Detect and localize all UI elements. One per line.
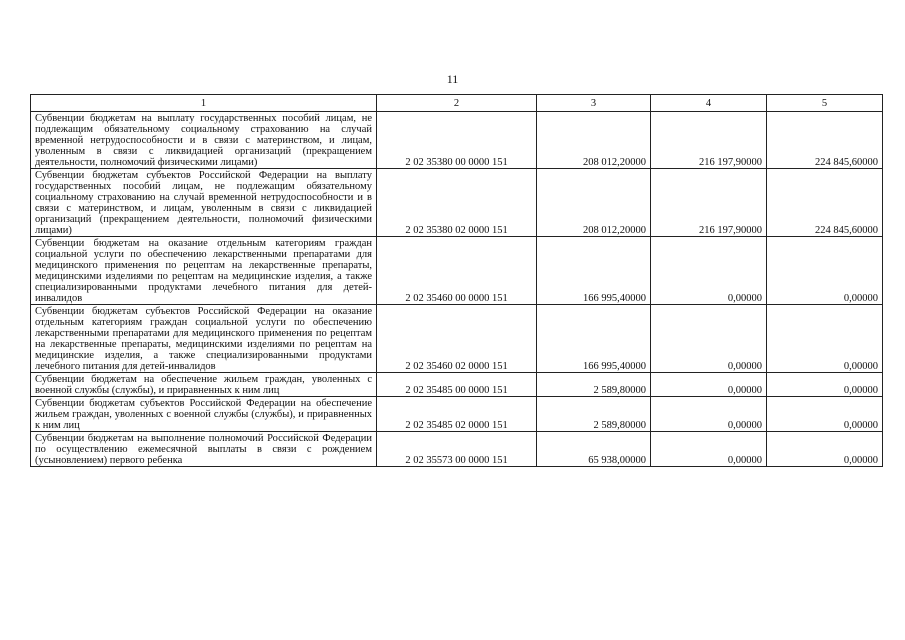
row-value-2: 0,00000: [651, 305, 767, 373]
row-code: 2 02 35460 00 0000 151: [377, 237, 537, 305]
row-value-2: 0,00000: [651, 237, 767, 305]
row-value-3: 0,00000: [767, 432, 883, 467]
row-description: Субвенции бюджетам субъектов Российской Федерации на обеспечение жильем граждан, уволенных с военной службы (службы), и приравненных к ним лиц: [31, 397, 377, 432]
header-cell-1: 1: [31, 95, 377, 112]
table-header: [31, 95, 883, 112]
header-cell-4: 4: [651, 95, 767, 112]
table-row: [31, 237, 883, 305]
row-value-1: 65 938,00000: [537, 432, 651, 467]
row-code: 2 02 35380 02 0000 151: [377, 169, 537, 237]
header-cell-5: 5: [767, 95, 883, 112]
table-row: [31, 373, 883, 397]
row-value-2: 0,00000: [651, 373, 767, 397]
row-value-2: 0,00000: [651, 432, 767, 467]
row-value-1: 2 589,80000: [537, 373, 651, 397]
row-value-3: 224 845,60000: [767, 169, 883, 237]
row-description: Субвенции бюджетам субъектов Российской Федерации на выплату государственных пособий лицам, не подлежащим обязательному социальному страхованию на случай временной нетрудоспособности и в связи с материнством, и лицам, уволенным в связи с ликвидацией организаций (прекращением деятельности, полномочий физическими лицами): [31, 169, 377, 237]
row-value-1: 166 995,40000: [537, 237, 651, 305]
table-row: [31, 112, 883, 169]
header-cell-3: 3: [537, 95, 651, 112]
row-value-3: 0,00000: [767, 305, 883, 373]
row-value-2: 0,00000: [651, 397, 767, 432]
row-description: Субвенции бюджетам на выплату государственных пособий лицам, не подлежащим обязательному социальному страхованию на случай временной нетрудоспособности и в связи с материнством, и лицам, уволенным в связи с ликвидацией организаций (прекращением деятельности, полномочий физическими лицами): [31, 112, 377, 169]
row-value-3: 0,00000: [767, 237, 883, 305]
table-body: [31, 112, 883, 467]
row-value-1: 208 012,20000: [537, 112, 651, 169]
row-description: Субвенции бюджетам на оказание отдельным категориям граждан социальной услуги по обеспечению лекарственными препаратами для медицинского применения по рецептам на лекарственные препараты, медицинскими изделиями по рецептам на медицинские изделия, а также специализированными продуктами лечебного питания для детей-инвалидов: [31, 237, 377, 305]
table-row: [31, 305, 883, 373]
row-value-3: 0,00000: [767, 397, 883, 432]
row-value-3: 0,00000: [767, 373, 883, 397]
row-code: 2 02 35573 00 0000 151: [377, 432, 537, 467]
header-cell-2: 2: [377, 95, 537, 112]
row-code: 2 02 35380 00 0000 151: [377, 112, 537, 169]
row-value-1: 2 589,80000: [537, 397, 651, 432]
table-header-row: [31, 95, 883, 112]
row-description: Субвенции бюджетам на обеспечение жильем граждан, уволенных с военной службы (службы), и приравненных к ним лиц: [31, 373, 377, 397]
row-description: Субвенции бюджетам субъектов Российской Федерации на оказание отдельным категориям граждан социальной услуги по обеспечению лекарственными препаратами для медицинского применения по рецептам на лекарственные препараты, медицинскими изделиями по рецептам на медицинские изделия, а также специализированными продуктами лечебного питания для детей-инвалидов: [31, 305, 377, 373]
row-value-3: 224 845,60000: [767, 112, 883, 169]
row-code: 2 02 35485 02 0000 151: [377, 397, 537, 432]
row-code: 2 02 35485 00 0000 151: [377, 373, 537, 397]
row-value-1: 208 012,20000: [537, 169, 651, 237]
table-row: [31, 432, 883, 467]
page-number: 11: [446, 72, 459, 86]
row-description: Субвенции бюджетам на выполнение полномочий Российской Федерации по осуществлению ежемесячной выплаты в связи с рождением (усыновлением) первого ребенка: [31, 432, 377, 467]
table-row: [31, 169, 883, 237]
row-value-2: 216 197,90000: [651, 112, 767, 169]
row-code: 2 02 35460 02 0000 151: [377, 305, 537, 373]
row-value-2: 216 197,90000: [651, 169, 767, 237]
budget-table: [30, 94, 883, 467]
row-value-1: 166 995,40000: [537, 305, 651, 373]
table-row: [31, 397, 883, 432]
